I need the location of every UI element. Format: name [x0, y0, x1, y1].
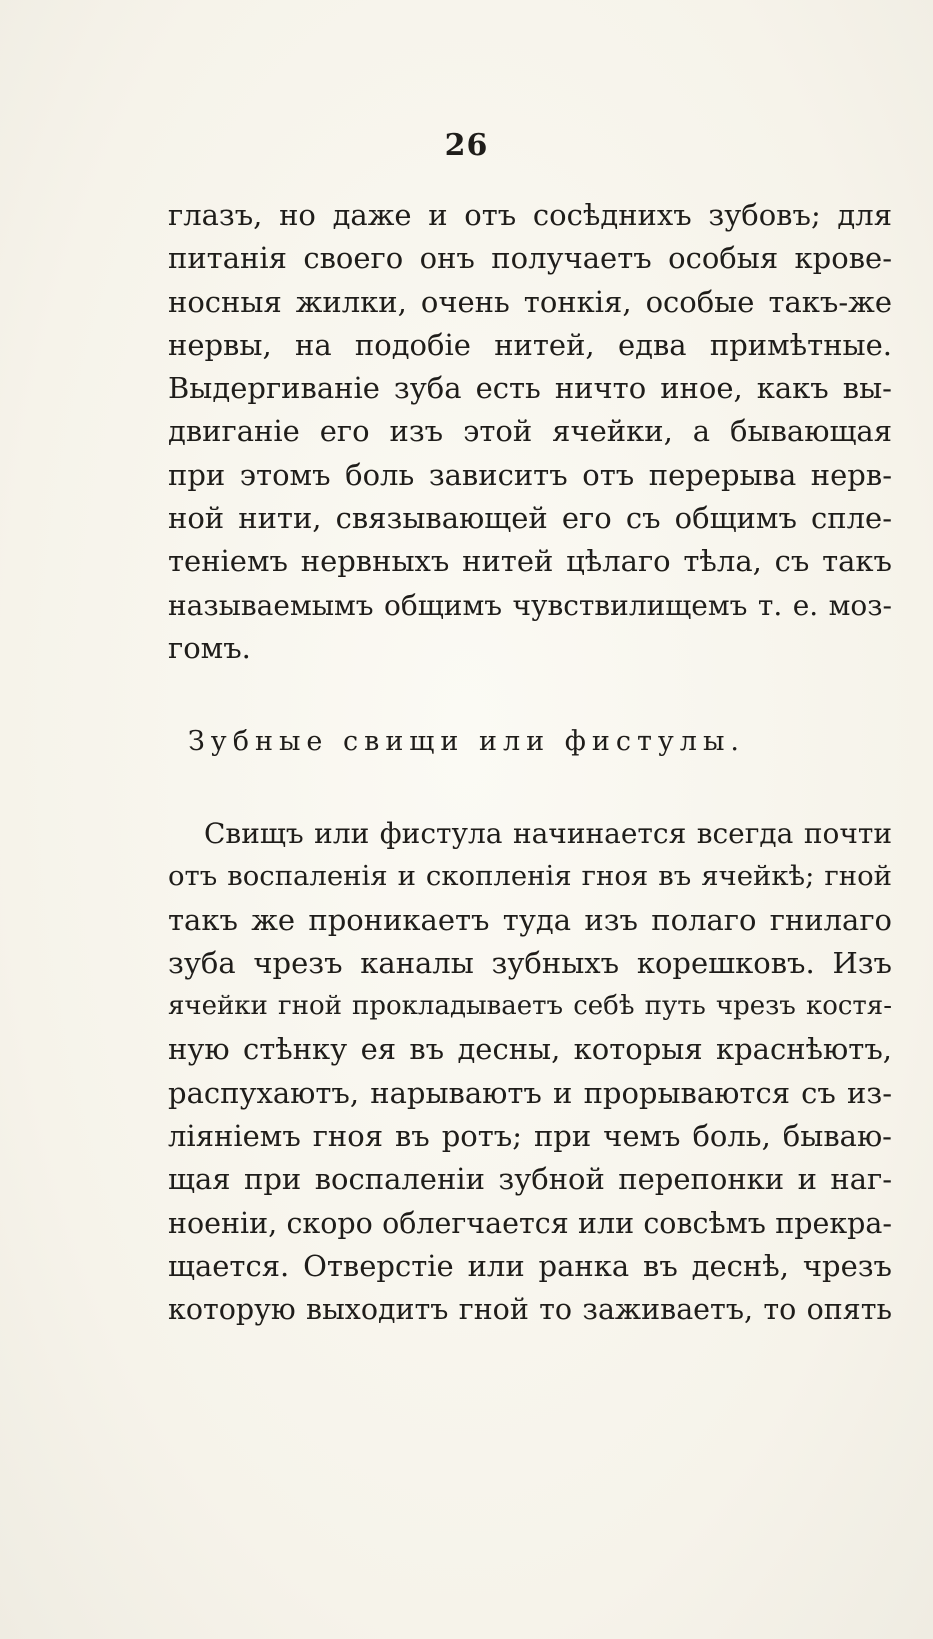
text-line: глазъ, но даже и отъ сосѣднихъ зубовъ; для [168, 198, 892, 232]
text-line: питанія своего онъ получаетъ особыя крове- [168, 241, 892, 276]
text-line: называемымъ общимъ чувствилищемъ т. е. моз- [168, 588, 892, 622]
text-line: ноеніи, скоро облегчается или совсѣмъ прекра- [168, 1206, 892, 1240]
text-line: зуба чрезъ каналы зубныхъ корешковъ. Изъ [168, 945, 892, 980]
text-line: гомъ. [168, 630, 251, 665]
text-line: при этомъ боль зависитъ отъ перерыва нерв- [168, 457, 892, 492]
text-line: ной нити, связывающей его съ общимъ спле- [168, 501, 892, 536]
text-line: Выдергиваніе зуба есть ничто иное, какъ вы- [168, 371, 892, 406]
page-number: 26 [444, 128, 489, 163]
text-line: нервы, на подобіе нитей, едва примѣтные. [168, 327, 892, 362]
text-line: теніемъ нервныхъ нитей цѣлаго тѣла, съ такъ [168, 544, 892, 579]
text-line: ную стѣнку ея въ десны, которыя краснѣютъ, [168, 1032, 892, 1067]
section-heading: Зубные свищи или фистулы. [187, 726, 746, 757]
text-line: ліяніемъ гноя въ ротъ; при чемъ боль, бываю- [168, 1119, 892, 1154]
text-line: щая при воспаленіи зубной перепонки и наг- [168, 1162, 892, 1197]
paragraph-fistula [168, 812, 892, 1332]
paragraph-continued [168, 194, 892, 670]
text-line: распухаютъ, нарываютъ и прорываются съ из- [168, 1075, 892, 1110]
text-line: носныя жилки, очень тонкія, особые такъ-же [168, 284, 892, 319]
text-line: щается. Отверстіе или ранка въ деснѣ, чрезъ [168, 1248, 892, 1283]
text-line: которую выходитъ гной то заживаетъ, то опять [168, 1293, 892, 1327]
text-line: такъ же проникаетъ туда изъ полаго гнилаго [168, 902, 892, 937]
text-line: Свищъ или фистула начинается всегда почти [204, 817, 892, 850]
text-line: двиганіе его изъ этой ячейки, а бывающая [168, 414, 892, 449]
text-line: ячейки гной прокладываетъ себѣ путь чрезъ костя- [168, 991, 892, 1022]
text-line: отъ воспаленія и скопленія гноя въ ячейкѣ; гной [168, 860, 892, 893]
